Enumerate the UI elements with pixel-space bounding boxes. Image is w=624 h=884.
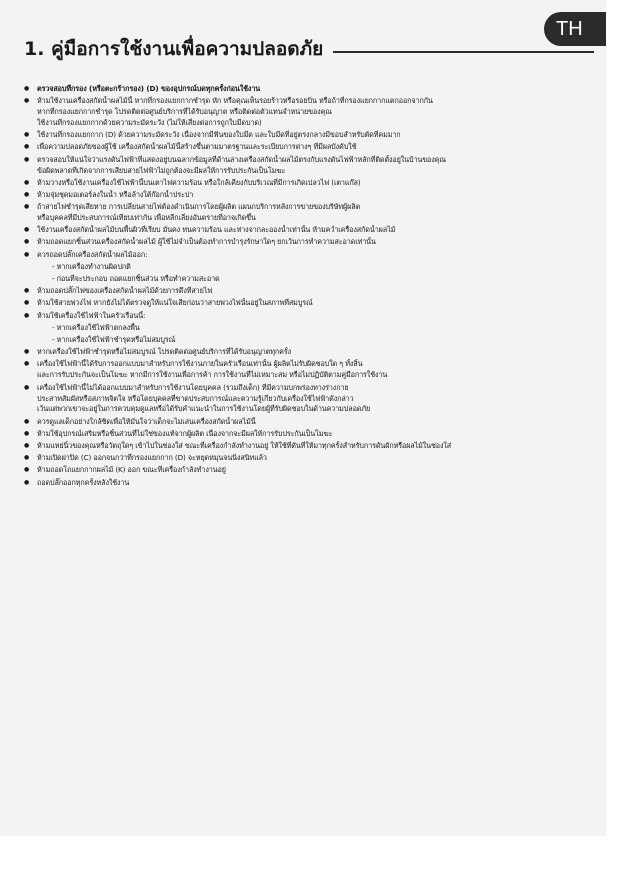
safety-instructions-list bbox=[22, 84, 596, 490]
bullet-item bbox=[22, 250, 596, 261]
bullet-item bbox=[22, 225, 596, 236]
item-text-line: - ก่อนที่จะประกอบ ถอดแยกชิ้นส่วน หรือทำความสะอาด bbox=[52, 274, 220, 284]
bullet-item bbox=[22, 190, 596, 201]
bullet-item bbox=[22, 155, 596, 177]
bullet-item bbox=[22, 142, 596, 153]
bullet-item bbox=[22, 311, 596, 322]
item-text-line: ข้อผิดพลาดที่เกิดจากการเสียบสายไฟฟ้าไม่ถูกต้องจะมีผลให้การรับประกันเป็นโมฆะ bbox=[37, 165, 286, 175]
sub-list-item bbox=[22, 323, 596, 334]
item-text-line: ● ห้ามจุ่มชุดมอเตอร์ลงในน้ำ หรือล้างใต้ก๊อกน้ำประปา bbox=[37, 189, 194, 199]
item-text-line: ● ห้ามเปิดฝาปิด (C) ออกจนกว่าที่กรองแยกกาก (D) จะหยุดหมุนจนนิ่งสนิทแล้ว bbox=[37, 453, 267, 463]
item-text-line: - หากเครื่องใช้ไฟฟ้าชำรุดหรือไม่สมบูรณ์ bbox=[52, 335, 176, 345]
bullet-item bbox=[22, 347, 596, 358]
bullet-item bbox=[22, 429, 596, 440]
item-text-line: เว้นแต่พวกเขาจะอยู่ในการควบคุมดูแลหรือได้รับคำแนะนำในการใช้งานโดยผู้ที่รับผิดชอบในด้านความปลอดภัย bbox=[37, 404, 371, 414]
bullet-item bbox=[22, 286, 596, 297]
bullet-item bbox=[22, 130, 596, 141]
language-badge: TH bbox=[544, 12, 606, 46]
item-text-line: ● ห้ามถอดโถแยกกากผลไม้ (K) ออก ขณะที่เครื่องกำลังทำงานอยู่ bbox=[37, 465, 226, 475]
bullet-item bbox=[22, 237, 596, 248]
bullet-item bbox=[22, 359, 596, 381]
bullet-item bbox=[22, 417, 596, 428]
bullet-item bbox=[22, 202, 596, 224]
sub-list-item bbox=[22, 262, 596, 273]
bullet-item bbox=[22, 383, 596, 416]
item-text-line: ● เครื่องใช้ไฟฟ้านี้ไม่ได้ออกแบบมาสำหรับการใช้งานโดยบุคคล (รวมถึงเด็ก) ที่มีความบกพร่องทางร่างกาย bbox=[37, 382, 349, 392]
item-text-line: ● ใช้งานเครื่องสกัดน้ำผลไม้บนพื้นผิวที่เรียบ มั่นคง ทนความร้อน และห่างจากละอองน้ำเท่านั้น ห้ามคว่ำเครื่องสกัดน้ำผลไม้ bbox=[37, 225, 396, 235]
item-text-line: ● ตรวจสอบให้แน่ใจว่าแรงดันไฟฟ้าที่แสดงอยู่บนฉลากข้อมูลที่ด้านล่างเครื่องสกัดน้ำผลไม้ตรงกับแรงดันไฟฟ้าหลักที่ติดตั้งอยู่ในบ้านของคุณ bbox=[37, 154, 446, 164]
item-text-line: ● ห้ามแหย่นิ้วของคุณหรือวัตถุใดๆ เข้าไปในช่องใส่ ขณะที่เครื่องกำลังทำงานอยู่ ให้ใช้ที่ดันที่ให้มาทุกครั้งสำหรับการดันผักหรือผลไม้ในช่องใส่ bbox=[37, 441, 452, 451]
item-text-line: ● ห้ามถอดแยกชิ้นส่วนเครื่องสกัดน้ำผลไม้ ผู้ใช้ไม่จำเป็นต้องทำการบำรุงรักษาใดๆ ยกเว้นการทำความสะอาดเท่านั้น bbox=[37, 237, 376, 247]
title-divider bbox=[333, 51, 594, 53]
bullet-item bbox=[22, 465, 596, 476]
item-text-line: ● ตรวจสอบที่กรอง (หรือตะกร้ากรอง) (D) ของอุปกรณ์บดทุกครั้งก่อนใช้งาน bbox=[37, 84, 261, 93]
bullet-item bbox=[22, 298, 596, 309]
item-text-line: ● ห้ามใช้งานเครื่องสกัดน้ำผลไม้นี้ หากที่กรองแยกกากชำรุด หัก หรือคุณเห็นรอยร้าวหรือรอยบิ่น หรือถ้าที่กรองแยกกากแตกออกจากกัน bbox=[37, 96, 433, 106]
item-text-line: ● ห้ามใช้เครื่องใช้ไฟฟ้าในครัวเรือนนี้: bbox=[37, 310, 146, 320]
item-text-line: ● หากเครื่องใช้ไฟฟ้าชำรุดหรือไม่สมบูรณ์ โปรดติดต่อศูนย์บริการที่ได้รับอนุญาตทุกครั้ง bbox=[37, 347, 292, 357]
item-text-line: ● ห้ามใช้สายพ่วงไฟ หากยังไม่ได้ตรวจดูให้แน่ใจเสียก่อนว่าสายพ่วงไฟนั้นอยู่ในสภาพที่สมบูรณ์ bbox=[37, 298, 313, 308]
item-text-line: ● ห้ามวางหรือใช้งานเครื่องใช้ไฟฟ้านี้บนเตาไฟความร้อน หรือใกล้เคียงกับบริเวณที่มีการเกิดเปลวไฟ (เตาแก๊ส) bbox=[37, 177, 361, 187]
item-text-line: - หากเครื่องใช้ไฟฟ้าตกลงพื้น bbox=[52, 322, 140, 332]
item-text-line: ● เพื่อความปลอดภัยของผู้ใช้ เครื่องสกัดน้ำผลไม้นี้สร้างขึ้นตามมาตรฐานและระเบียบการต่างๆ ที่มีผลบังคับใช้ bbox=[37, 142, 357, 152]
sub-list-item bbox=[22, 335, 596, 346]
item-text-line: ● ถ้าสายไฟชำรุดเสียหาย การเปลี่ยนสายไฟต้องดำเนินการโดยผู้ผลิต แผนกบริการหลังการขายของบริษัทผู้ผลิต bbox=[37, 202, 361, 212]
item-text-line: หากที่กรองแยกกากชำรุด โปรดติดต่อศูนย์บริการที่ได้รับอนุญาต หรือติดต่อตัวแทนจำหน่ายของคุณ bbox=[37, 107, 332, 117]
item-text-line: ● ใช้งานที่กรองแยกกาก (D) ด้วยความระมัดระวัง เนื่องจากมีฟันของใบมีด และใบมีดที่อยู่ตรงกลางมีขอบสำหรับตัดที่คมมาก bbox=[37, 130, 401, 140]
bullet-item bbox=[22, 441, 596, 452]
item-text-line: ประสาทสัมผัสหรือสภาพจิตใจ หรือโดยบุคคลที่ขาดประสบการณ์และความรู้เกี่ยวกับเครื่องใช้ไฟฟ้าดังกล่าว bbox=[37, 393, 354, 403]
item-text-line: ● ถอดปลั๊กออกทุกครั้งหลังใช้งาน bbox=[37, 477, 130, 487]
item-text-line: ● ควรถอดปลั๊กเครื่องสกัดน้ำผลไม้ออก: bbox=[37, 249, 148, 259]
page-title: 1. คู่มือการใช้งานเพื่อความปลอดภัย bbox=[24, 38, 324, 60]
item-text-line: ● ควรดูแลเด็กอย่างใกล้ชิดเพื่อให้มั่นใจว่าเด็กจะไม่เล่นเครื่องสกัดน้ำผลไม้นี้ bbox=[37, 416, 256, 426]
item-text-line: ● ห้ามถอดปลั๊กไฟของเครื่องสกัดน้ำผลไม้ด้วยการดึงที่สายไฟ bbox=[37, 286, 213, 296]
bullet-item bbox=[22, 453, 596, 464]
bullet-item bbox=[22, 96, 596, 129]
sub-list-item bbox=[22, 274, 596, 285]
title-row bbox=[24, 32, 594, 66]
item-text-line: หรือบุคคลที่มีประสบการณ์เทียบเท่ากัน เพื่อหลีกเลี่ยงอันตรายที่อาจเกิดขึ้น bbox=[37, 213, 256, 223]
item-text-line: - หากเครื่องทำงานผิดปกติ bbox=[52, 261, 131, 271]
bullet-item bbox=[22, 84, 596, 95]
bullet-item bbox=[22, 478, 596, 489]
bullet-item bbox=[22, 178, 596, 189]
item-text-line: ใช้งานที่กรองแยกกากด้วยความระมัดระวัง (ไม่ให้เสี่ยงต่อการถูกใบมีดบาด) bbox=[37, 118, 262, 128]
item-text-line: และการรับประกันจะเป็นโมฆะ หากมีการใช้งานเพื่อการค้า การใช้งานที่ไม่เหมาะสม หรือไม่ปฏิบัติตามคู่มือการใช้งาน bbox=[37, 370, 388, 380]
item-text-line: ● ห้ามใช้อุปกรณ์เสริมหรือชิ้นส่วนที่ไม่ใช่ของแท้จากผู้ผลิต เนื่องจากจะมีผลให้การรับประกันเป็นโมฆะ bbox=[37, 428, 333, 438]
item-text-line: ● เครื่องใช้ไฟฟ้านี้ได้รับการออกแบบมาสำหรับการใช้งานภายในครัวเรือนเท่านั้น ผู้ผลิตไม่รับผิดชอบใด ๆ ทั้งสิ้น bbox=[37, 359, 363, 369]
